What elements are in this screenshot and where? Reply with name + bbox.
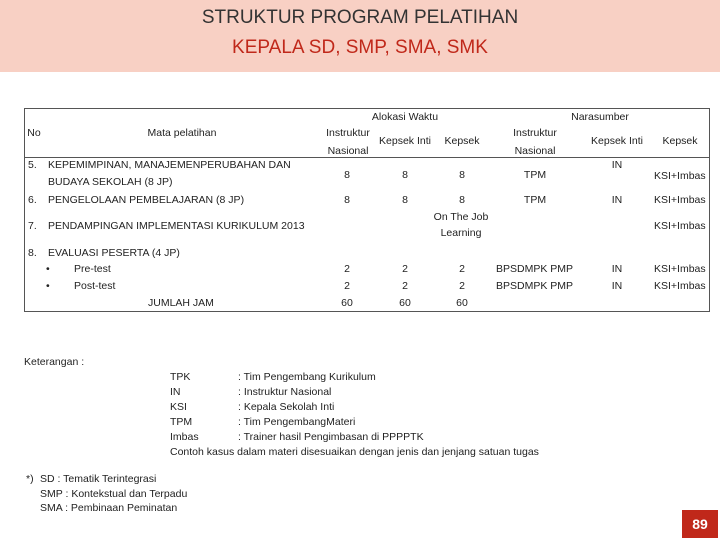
legend-abbr-tpk: TPK (170, 371, 191, 383)
page-number: 89 (682, 510, 718, 538)
header-kepsek: Kepsek (444, 135, 480, 147)
posttest-narasumber-instruktur: BPSDMPK PMP (496, 280, 574, 292)
row6-kepsek-inti: 8 (402, 194, 408, 206)
pretest-instruktur: 2 (344, 263, 350, 275)
row8-mata: EVALUASI PESERTA (4 JP) (48, 247, 180, 259)
header-instruktur-line2: Nasional (327, 145, 369, 157)
pretest-narasumber-instruktur: BPSDMPK PMP (496, 263, 574, 275)
posttest-kepsek: 2 (459, 280, 465, 292)
row6-no: 6. (28, 194, 37, 206)
pretest-kepsek-inti: 2 (402, 263, 408, 275)
row7-on-the-job-line1: On The Job (433, 211, 489, 223)
header-instruktur-line1: Instruktur (326, 127, 370, 139)
posttest-instruktur: 2 (344, 280, 350, 292)
posttest-narasumber-kepsek: KSI+Imbas (654, 280, 706, 292)
table-right-border (709, 108, 710, 312)
page-title: STRUKTUR PROGRAM PELATIHAN (201, 7, 519, 28)
keterangan-label: Keterangan : (24, 356, 85, 368)
pretest-narasumber-kepsek-inti: IN (611, 263, 623, 275)
legend-abbr-tpm: TPM (170, 416, 193, 428)
header-narasumber: Narasumber (571, 111, 629, 123)
row5-mata-line1: KEPEMIMPINAN, MANAJEMENPERUBAHAN DAN (48, 159, 291, 171)
header-mata-pelatihan: Mata pelatihan (147, 127, 217, 139)
header-n-instruktur-line2: Nasional (514, 145, 556, 157)
total-kepsek: 60 (456, 297, 468, 309)
row6-narasumber-kepsek: KSI+Imbas (654, 194, 706, 206)
bullet-pretest: • (46, 263, 50, 275)
legend-desc-tpm: : Tim PengembangMateri (238, 416, 356, 428)
row7-no: 7. (28, 220, 37, 232)
row5-mata-line2: BUDAYA SEKOLAH (8 JP) (48, 176, 173, 188)
header-alokasi-waktu: Alokasi Waktu (371, 111, 439, 123)
pretest-kepsek: 2 (459, 263, 465, 275)
total-label: JUMLAH JAM (148, 297, 214, 309)
header-n-instruktur-line1: Instruktur (513, 127, 557, 139)
legend-abbr-in: IN (170, 386, 181, 398)
row6-instruktur: 8 (344, 194, 350, 206)
table-top-border (24, 108, 710, 109)
page-subtitle: KEPALA SD, SMP, SMA, SMK (232, 37, 488, 58)
legend-desc-in: : Instruktur Nasional (238, 386, 332, 398)
table-bottom-border (24, 311, 710, 312)
row6-kepsek: 8 (459, 194, 465, 206)
legend-abbr-imbas: Imbas (170, 431, 199, 443)
header-instruktur-nasional (320, 126, 376, 158)
row6-narasumber-kepsek-inti: IN (611, 194, 623, 206)
row7-narasumber-kepsek: KSI+Imbas (654, 220, 706, 232)
total-instruktur: 60 (341, 297, 353, 309)
legend-note: Contoh kasus dalam materi disesuaikan dengan jenis dan jenjang satuan tugas (170, 446, 539, 458)
header-kepsek-inti: Kepsek Inti (379, 135, 431, 147)
title-banner (0, 0, 720, 72)
pretest-narasumber-kepsek: KSI+Imbas (654, 263, 706, 275)
footnote-line3: SMA : Pembinaan Peminatan (40, 502, 178, 514)
header-narasumber-kepsek: Kepsek (662, 135, 698, 147)
footnote-marker: *) (26, 473, 34, 485)
header-narasumber-kepsek-inti: Kepsek Inti (591, 135, 643, 147)
legend-desc-imbas: : Trainer hasil Pengimbasan di PPPPTK (238, 431, 424, 443)
total-kepsek-inti: 60 (399, 297, 411, 309)
posttest-kepsek-inti: 2 (402, 280, 408, 292)
row7-on-the-job-line2: Learning (440, 227, 482, 239)
row7-kepsek-on-the-job (430, 210, 492, 240)
row7-mata: PENDAMPINGAN IMPLEMENTASI KURIKULUM 2013 (48, 220, 305, 232)
legend-abbr-ksi: KSI (170, 401, 187, 413)
posttest-narasumber-kepsek-inti: IN (611, 280, 623, 292)
footnote-line2: SMP : Kontekstual dan Terpadu (40, 488, 188, 500)
row5-kepsek-inti: 8 (402, 169, 408, 181)
row6-mata: PENGELOLAAN PEMBELAJARAN (8 JP) (48, 194, 245, 206)
legend-desc-tpk: : Tim Pengembang Kurikulum (238, 371, 376, 383)
header-no: No (27, 127, 41, 139)
row5-narasumber-instruktur: TPM (523, 169, 547, 181)
row5-instruktur: 8 (344, 169, 350, 181)
row8-pretest-label: Pre-test (74, 263, 111, 275)
footnote-line1: SD : Tematik Terintegrasi (40, 473, 157, 485)
row8-posttest-label: Post-test (74, 280, 116, 292)
row5-no: 5. (28, 159, 37, 171)
row5-narasumber-kepsek: KSI+Imbas (654, 170, 706, 182)
row5-kepsek: 8 (459, 169, 465, 181)
header-narasumber-instruktur (500, 126, 570, 158)
legend-desc-ksi: : Kepala Sekolah Inti (238, 401, 335, 413)
row6-narasumber-instruktur: TPM (523, 194, 547, 206)
row8-no: 8. (28, 247, 37, 259)
bullet-posttest: • (46, 280, 50, 292)
row5-narasumber-kepsek-inti: IN (611, 159, 623, 171)
